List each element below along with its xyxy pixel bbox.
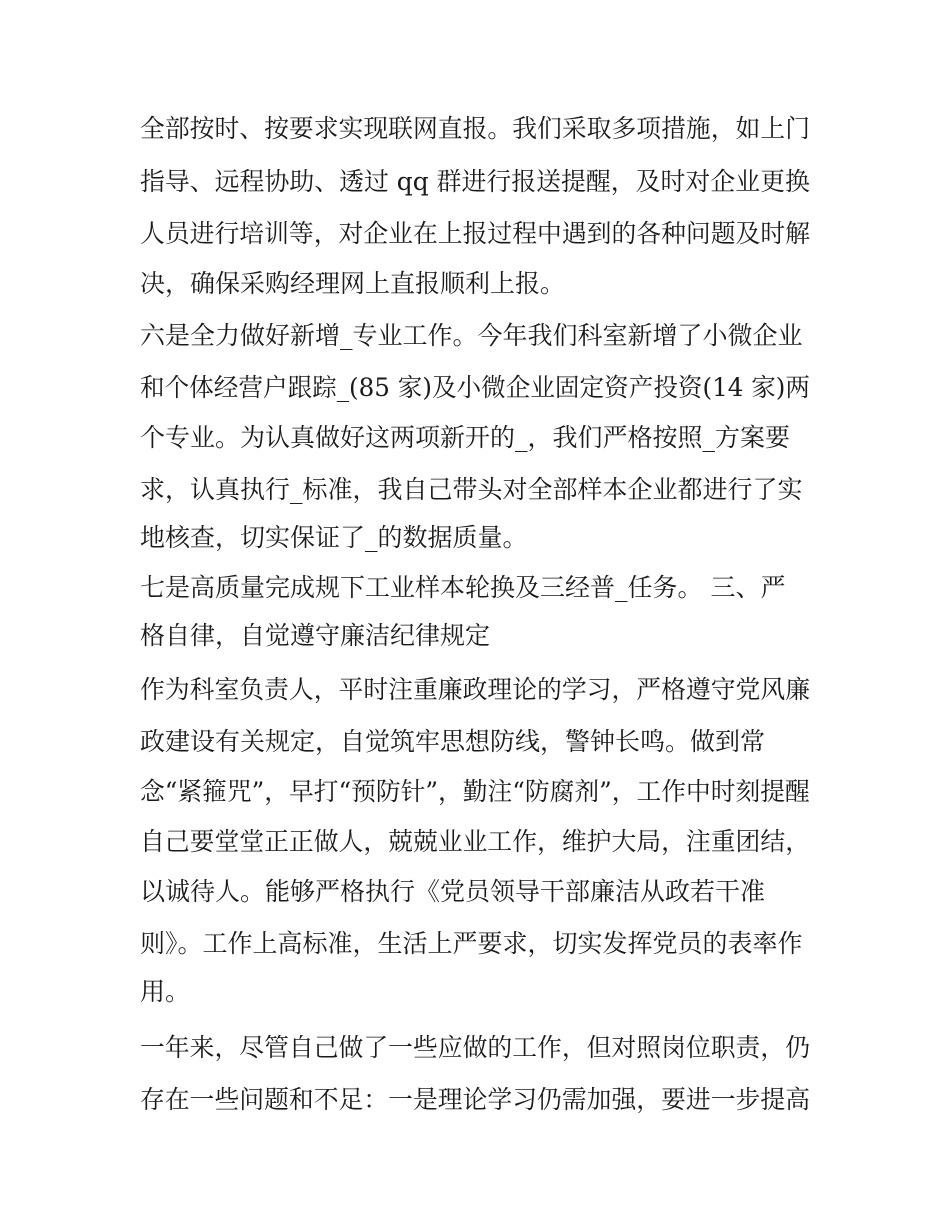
text-line: 六是全力做好新增_专业工作。今年我们科室新增了小微企业 bbox=[140, 321, 803, 350]
text-line: 存在一些问题和不足：一是理论学习仍需加强，要进一步提高 bbox=[140, 1085, 811, 1114]
text-line: 格自律，自觉遵守廉洁纪律规定 bbox=[140, 621, 491, 650]
text-line: 政建设有关规定，自觉筑牢思想防线，警钟长鸣。做到常 bbox=[140, 727, 766, 756]
text-line: 念“紧箍咒”，早打“预防针”，勤注“防腐剂”，工作中时刻提醒 bbox=[140, 777, 810, 806]
text-line: 用。 bbox=[140, 977, 191, 1006]
text-line: 和个体经营户跟踪_(85 家)及小微企业固定资产投资(14 家)两 bbox=[140, 373, 811, 402]
text-line: 以诚待人。能够严格执行《党员领导干部廉洁从政若干准 bbox=[140, 877, 766, 906]
text-line: 一年来，尽管自己做了一些应做的工作，但对照岗位职责，仍 bbox=[140, 1033, 811, 1062]
text-line: 求，认真执行_标准，我自己带头对全部样本企业都进行了实 bbox=[140, 475, 803, 504]
text-line: 则》。工作上高标准，生活上严要求，切实发挥党员的表率作 bbox=[140, 929, 803, 958]
text-line: 七是高质量完成规下工业样本轮换及三经普_任务。 三、严 bbox=[140, 573, 786, 602]
text-line: 指导、远程协助、透过 qq 群进行报送提醒，及时对企业更换 bbox=[140, 167, 810, 196]
text-line: 决，确保采购经理网上直报顺利上报。 bbox=[140, 269, 566, 298]
text-line: 自己要堂堂正正做人，兢兢业业工作，维护大局，注重团结， bbox=[140, 827, 811, 856]
text-line: 人员进行培训等，对企业在上报过程中遇到的各种问题及时解 bbox=[140, 219, 811, 248]
text-line: 全部按时、按要求实现联网直报。我们采取多项措施，如上门 bbox=[140, 114, 811, 143]
text-line: 个专业。为认真做好这两项新开的_，我们严格按照_方案要 bbox=[140, 423, 791, 452]
text-line: 地核查，切实保证了_的数据质量。 bbox=[140, 523, 528, 552]
text-line: 作为科室负责人，平时注重廉政理论的学习，严格遵守党风廉 bbox=[140, 675, 811, 704]
